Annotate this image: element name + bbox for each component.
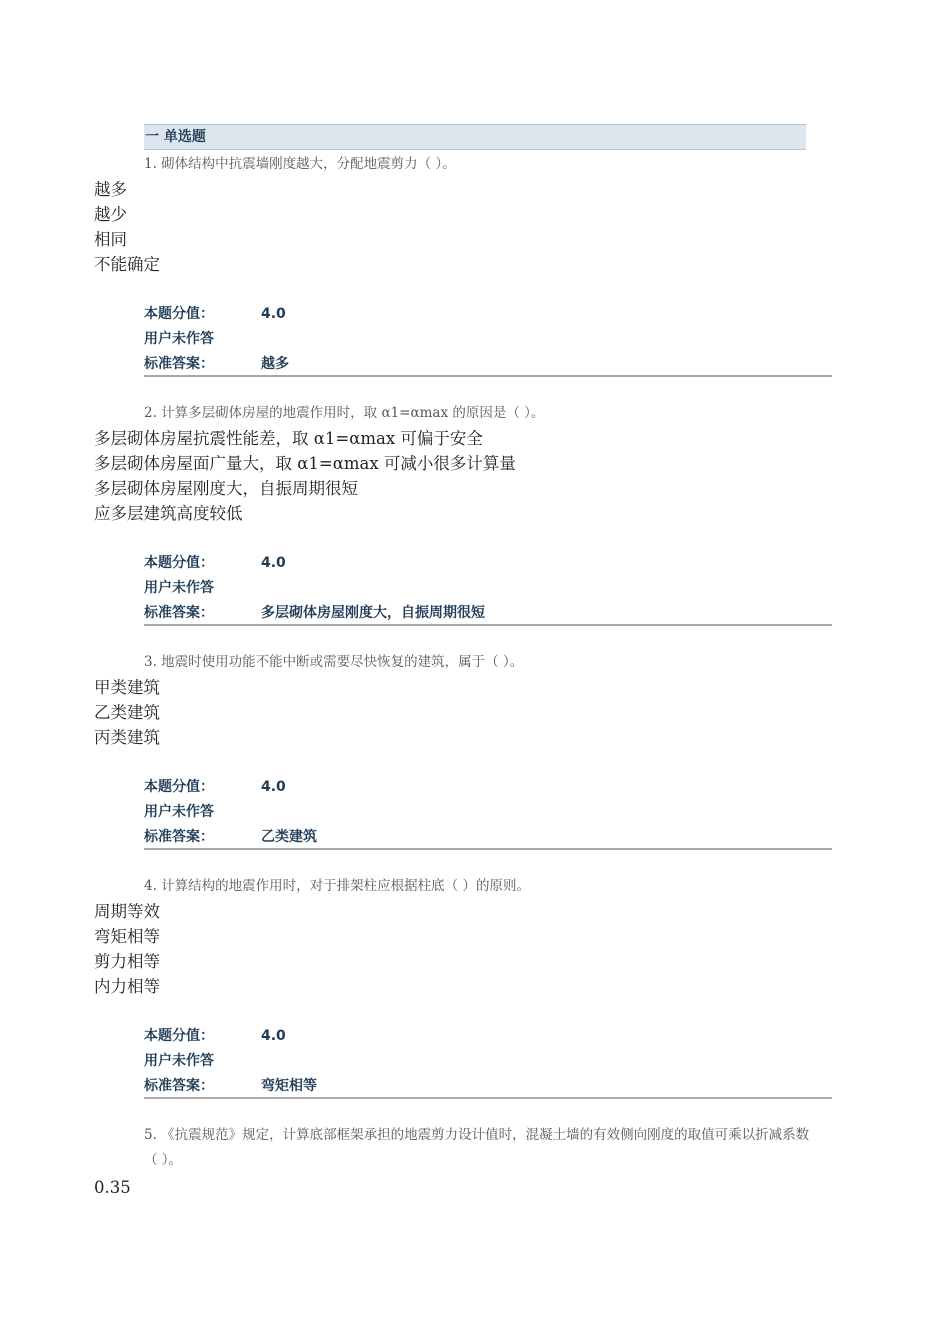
not-answered-row xyxy=(144,576,832,601)
question-text: 1. 砌体结构中抗震墙刚度越大，分配地震剪力（ ）。 xyxy=(144,156,456,172)
divider xyxy=(144,848,832,850)
not-answered-row xyxy=(144,800,832,825)
option[interactable]: 相同 xyxy=(94,230,127,249)
standard-answer-row xyxy=(144,352,832,377)
score-label: 本题分值： xyxy=(144,306,214,322)
answer-meta xyxy=(144,302,832,377)
option[interactable]: 甲类建筑 xyxy=(94,678,160,697)
options-list xyxy=(94,426,516,526)
option[interactable]: 0.35 xyxy=(94,1178,131,1197)
divider xyxy=(144,1097,832,1099)
score-row xyxy=(144,551,832,576)
answer-meta xyxy=(144,1024,832,1099)
standard-answer-value: 多层砌体房屋刚度大，自振周期很短 xyxy=(261,605,485,621)
question-text: 4. 计算结构的地震作用时，对于排架柱应根据柱底（ ）的原则。 xyxy=(144,878,530,894)
question-text: 3. 地震时使用功能不能中断或需要尽快恢复的建筑，属于（ ）。 xyxy=(144,654,524,670)
standard-answer-label: 标准答案： xyxy=(144,829,214,845)
not-answered-label: 用户未作答 xyxy=(144,331,214,347)
standard-answer-label: 标准答案： xyxy=(144,356,214,372)
standard-answer-label: 标准答案： xyxy=(144,605,214,621)
score-row xyxy=(144,302,832,327)
question-text: 2. 计算多层砌体房屋的地震作用时，取 α1=αmax 的原因是（ ）。 xyxy=(144,405,545,421)
score-value: 4.0 xyxy=(261,306,286,322)
standard-answer-row xyxy=(144,1074,832,1099)
standard-answer-value: 弯矩相等 xyxy=(261,1078,317,1094)
standard-answer-label: 标准答案： xyxy=(144,1078,214,1094)
standard-answer-value: 越多 xyxy=(261,356,289,372)
option[interactable]: 周期等效 xyxy=(94,902,160,921)
not-answered-row xyxy=(144,1049,832,1074)
options-list xyxy=(94,675,160,750)
divider xyxy=(144,375,832,377)
not-answered-row xyxy=(144,327,832,352)
standard-answer-value: 乙类建筑 xyxy=(261,829,317,845)
option[interactable]: 应多层建筑高度较低 xyxy=(94,504,243,523)
answer-meta xyxy=(144,775,832,850)
options-list xyxy=(94,1175,131,1200)
divider xyxy=(144,624,832,626)
score-label: 本题分值： xyxy=(144,1028,214,1044)
score-value: 4.0 xyxy=(261,1028,286,1044)
score-value: 4.0 xyxy=(261,555,286,571)
score-value: 4.0 xyxy=(261,779,286,795)
question-text: 5. 《抗震规范》规定，计算底部框架承担的地震剪力设计值时，混凝土墙的有效侧向刚度的取值可乘以折减系数（ ）。 xyxy=(144,1127,810,1168)
option[interactable]: 多层砌体房屋抗震性能差，取 α1=αmax 可偏于安全 xyxy=(94,429,483,448)
standard-answer-row xyxy=(144,601,832,626)
not-answered-label: 用户未作答 xyxy=(144,804,214,820)
score-label: 本题分值： xyxy=(144,555,214,571)
option[interactable]: 越多 xyxy=(94,180,127,199)
options-list xyxy=(94,177,160,277)
section-header xyxy=(144,124,806,150)
option[interactable]: 不能确定 xyxy=(94,255,160,274)
option[interactable]: 乙类建筑 xyxy=(94,703,160,722)
options-list xyxy=(94,899,160,999)
not-answered-label: 用户未作答 xyxy=(144,580,214,596)
option[interactable]: 弯矩相等 xyxy=(94,927,160,946)
option[interactable]: 剪力相等 xyxy=(94,952,160,971)
score-label: 本题分值： xyxy=(144,779,214,795)
score-row xyxy=(144,1024,832,1049)
answer-meta xyxy=(144,551,832,626)
option[interactable]: 内力相等 xyxy=(94,977,160,996)
option[interactable]: 多层砌体房屋面广量大，取 α1=αmax 可减小很多计算量 xyxy=(94,454,516,473)
section-title: 一 单选题 xyxy=(145,129,206,145)
option[interactable]: 多层砌体房屋刚度大，自振周期很短 xyxy=(94,479,358,498)
option[interactable]: 丙类建筑 xyxy=(94,728,160,747)
score-row xyxy=(144,775,832,800)
not-answered-label: 用户未作答 xyxy=(144,1053,214,1069)
standard-answer-row xyxy=(144,825,832,850)
option[interactable]: 越少 xyxy=(94,205,127,224)
